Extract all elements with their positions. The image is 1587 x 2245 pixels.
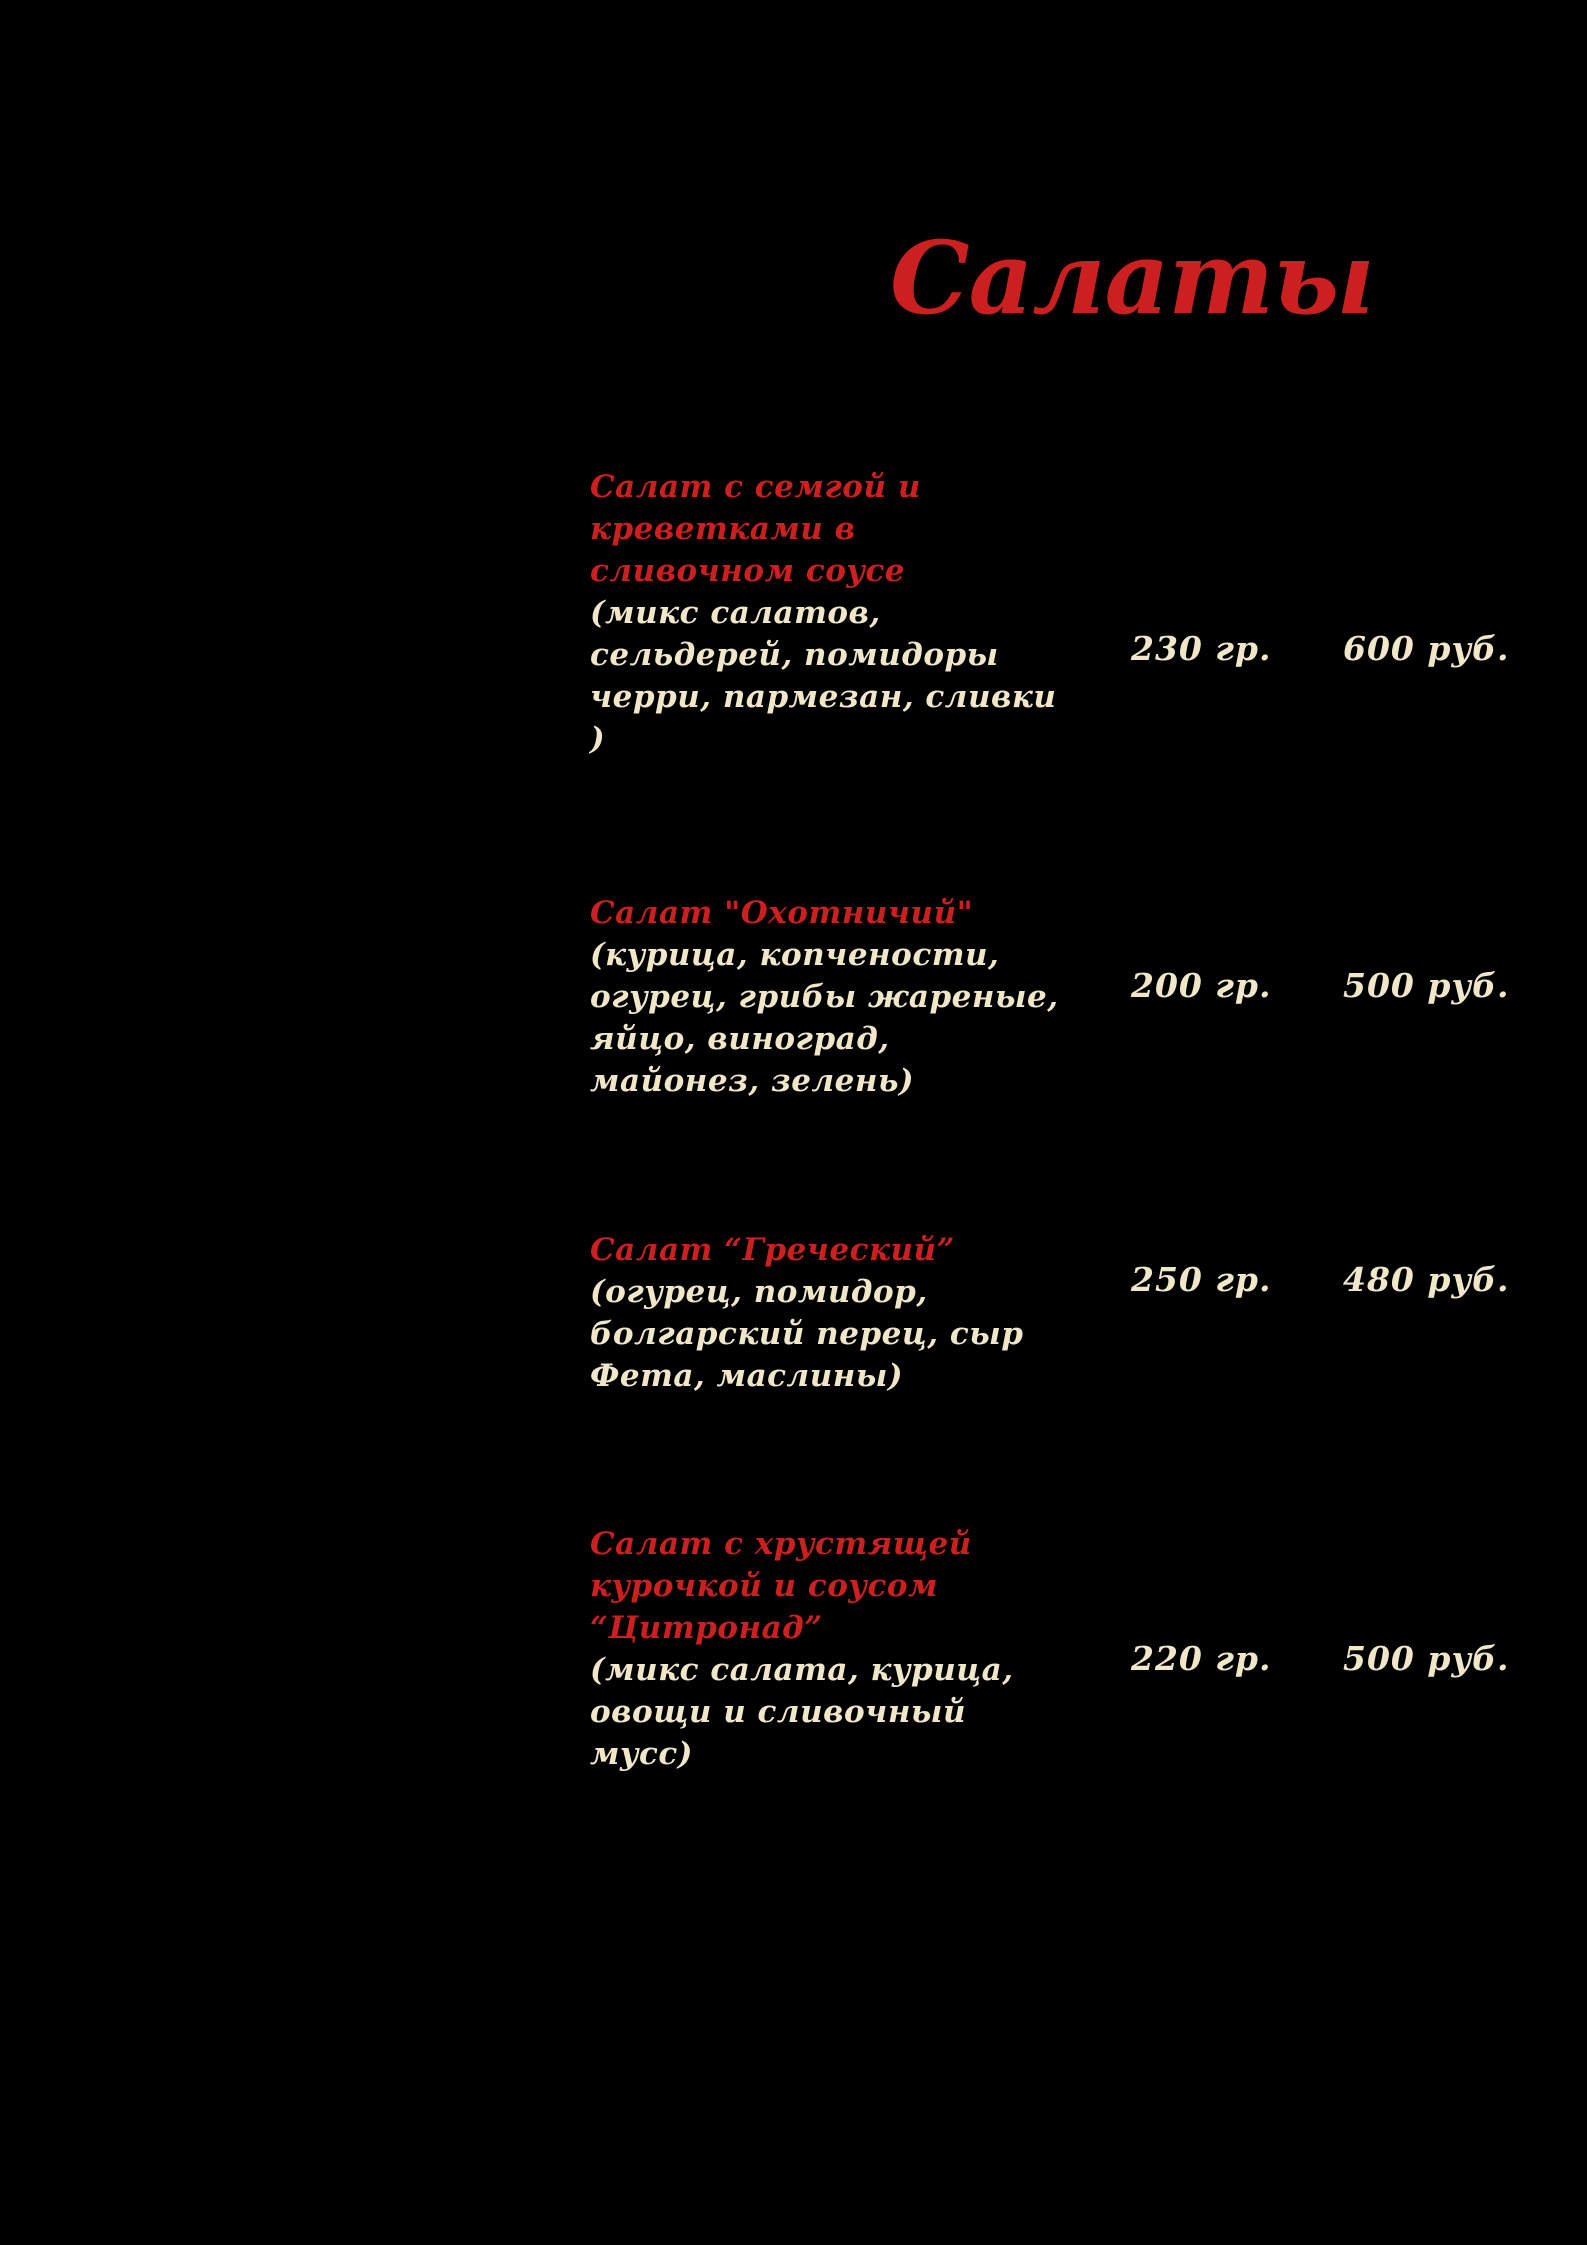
dish-text-block bbox=[590, 1229, 1070, 1397]
dish-description: (микс салата, курица, овощи и сливочный мусс) bbox=[590, 1652, 1014, 1772]
dish-price: 500 руб. bbox=[1343, 1639, 1510, 1678]
dish-weight: 250 гр. bbox=[1131, 1260, 1272, 1299]
dish-description: (огурец, помидор, болгарский перец, сыр Фета, маслины) bbox=[590, 1274, 1024, 1394]
dish-price: 480 руб. bbox=[1343, 1260, 1510, 1299]
dish-description: (курица, копчености, огурец, грибы жареные, яйцо, виноград, майонез, зелень) bbox=[590, 937, 1059, 1099]
dish-text-block bbox=[590, 892, 1070, 1102]
dish-weight: 200 гр. bbox=[1131, 966, 1272, 1005]
section-title: Салаты bbox=[890, 219, 1374, 337]
dish-text-block bbox=[590, 1523, 1070, 1775]
dish-price: 600 руб. bbox=[1343, 629, 1510, 668]
dish-name: Салат с семгой и креветками в сливочном соусе bbox=[590, 469, 921, 589]
dish-weight: 220 гр. bbox=[1131, 1639, 1272, 1678]
dish-price: 500 руб. bbox=[1343, 966, 1510, 1005]
dish-name: Салат “Греческий” bbox=[590, 1232, 955, 1268]
dish-weight: 230 гр. bbox=[1131, 629, 1272, 668]
dish-text-block bbox=[590, 466, 1070, 760]
dish-name: Салат с хрустящей курочкой и соусом “Цитронад” bbox=[590, 1526, 972, 1646]
dish-description: (микс салатов, сельдерей, помидоры черри, пармезан, сливки ) bbox=[590, 595, 1057, 757]
dish-name: Салат "Охотничий" bbox=[590, 895, 974, 931]
